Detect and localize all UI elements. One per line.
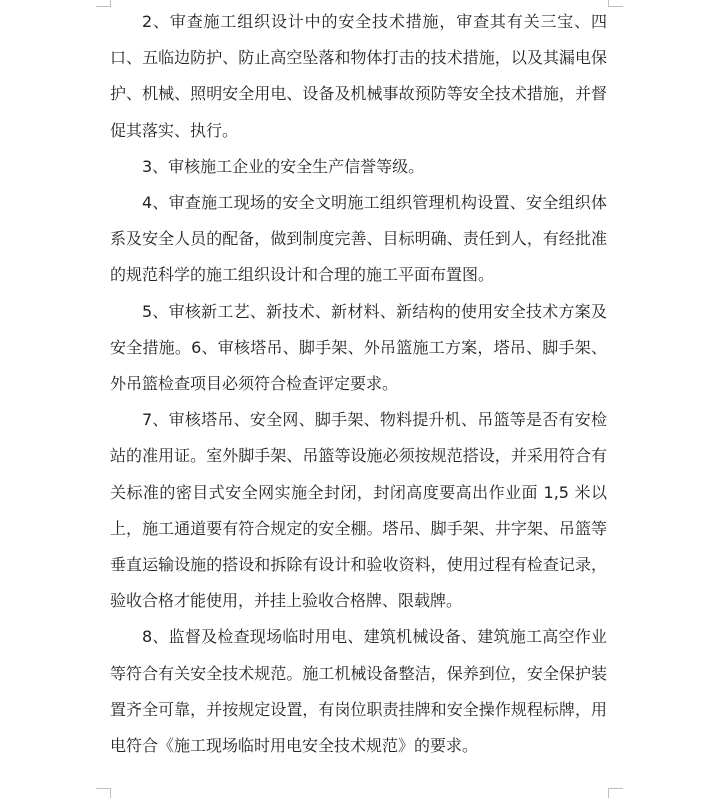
paragraph-item-8: 8、监督及检查现场临时用电、建筑机械设备、建筑施工高空作业等符合有关安全技术规范。施工机械设备整洁，保养到位，安全保护装置齐全可靠，并按规定设置，有岗位职责挂牌和安全操作规程标牌，用电符合《施工现场临时用电安全技术规范》的要求。 [110, 627, 607, 756]
paragraph-item-7: 7、审核塔吊、安全网、脚手架、物料提升机、吊篮等是否有安检站的准用证。室外脚手架、吊篮等设施必须按规范搭设，并采用符合有关标准的密目式安全网实施全封闭，封闭高度要高出作业面 1,5 米以上，施工通道要有符合规定的安全棚。塔吊、脚手架、井字架、吊篮等垂直运输设施的搭设和拆除有设计和验收资料，使用过程有检查记录，验收合格才能使用，并挂上验收合格牌、限载牌。 [110, 410, 607, 611]
document-body [110, 4, 607, 764]
page-corner-mark-top-right [608, 0, 623, 7]
paragraph-item-4: 4、审查施工现场的安全文明施工组织管理机构设置、安全组织体系及安全人员的配备，做到制度完善、目标明确、责任到人，有经批准的规范科学的施工组织设计和合理的施工平面布置图。 [110, 193, 607, 285]
page-corner-mark-top-left [96, 0, 111, 7]
paragraph-item-5-6: 5、审核新工艺、新技术、新材料、新结构的使用安全技术方案及安全措施。6、审核塔吊、脚手架、外吊篮施工方案，塔吊、脚手架、外吊篮检查项目必须符合检查评定要求。 [110, 301, 607, 394]
paragraph-item-2: 2、审查施工组织设计中的安全技术措施，审查其有关三宝、四口、五临边防护、防止高空坠落和物体打击的技术措施，以及其漏电保护、机械、照明安全用电、设备及机械事故预防等安全技术措施，并督促其落实、执行。 [110, 12, 607, 140]
paragraph-item-3: 3、审核施工企业的安全生产信誉等级。 [142, 156, 425, 176]
page-corner-mark-bottom-left [96, 788, 111, 798]
page-corner-mark-bottom-right [608, 788, 623, 798]
